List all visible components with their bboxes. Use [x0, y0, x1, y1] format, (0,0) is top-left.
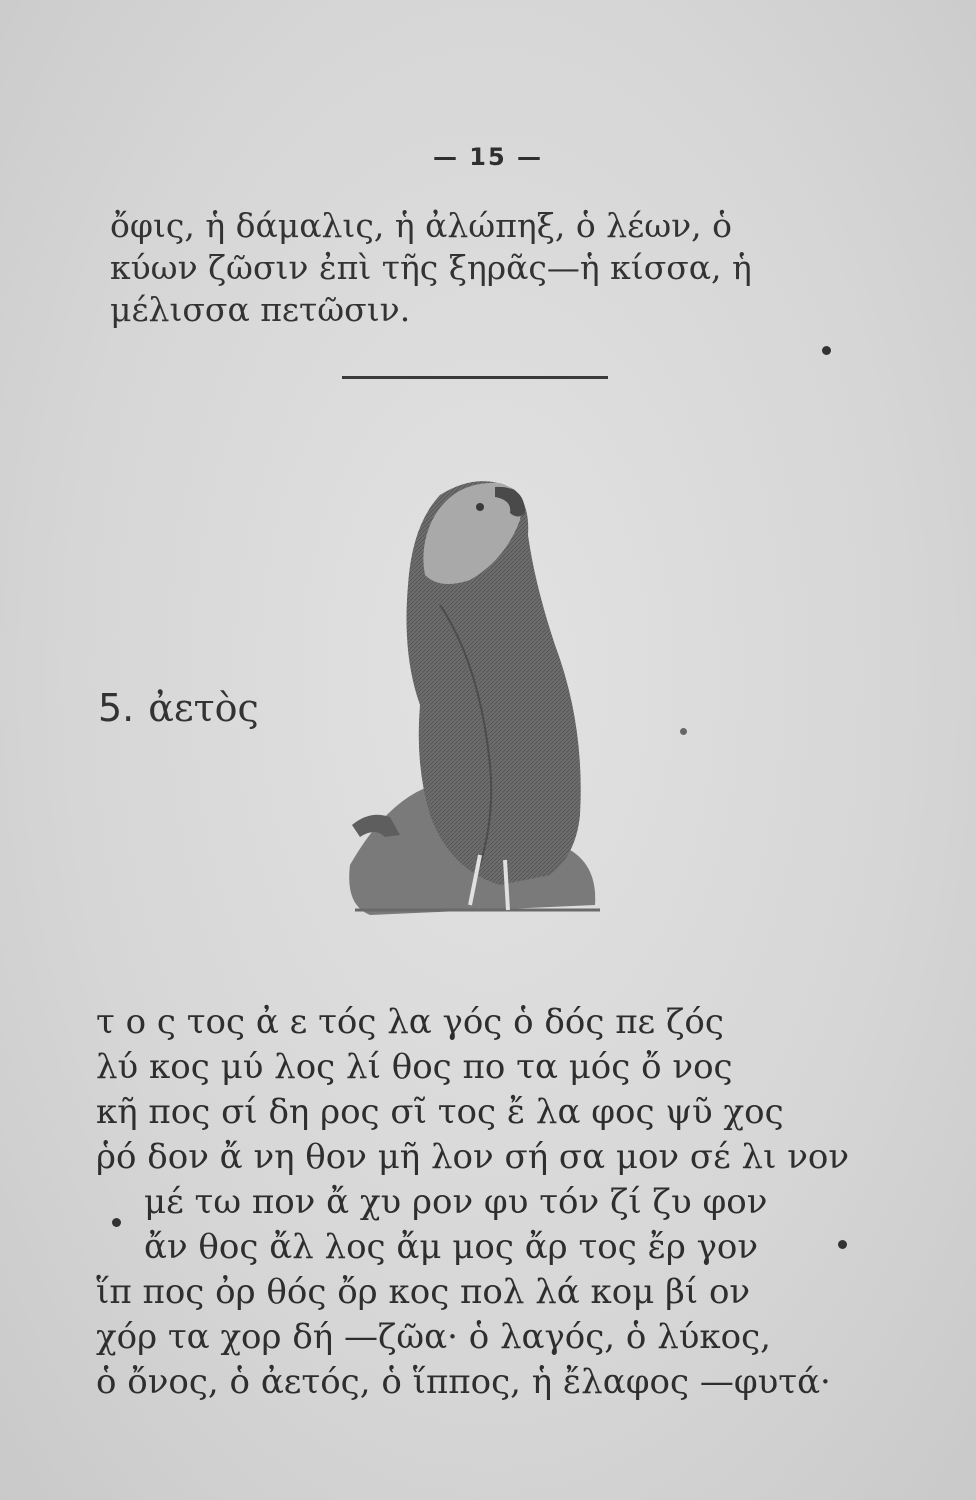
intro-line: μέλισσα πετῶσιν.: [110, 290, 411, 329]
intro-paragraph: [110, 205, 850, 331]
lesson-heading: [98, 686, 259, 730]
eagle-illustration-icon: [330, 465, 630, 955]
page-number: — 15 —: [432, 143, 544, 171]
syllable-line: χόρ τα χορ δή —ζῶα· ὁ λαγός, ὁ λύκος,: [96, 1317, 771, 1357]
syllable-line: ἄν θος ἄλ λος ἄμ μος ἄρ τος ἔρ γον: [144, 1227, 759, 1267]
lesson-word: ἀετὸς: [148, 686, 259, 730]
syllable-line: μέ τω πον ἄ χυ ρον φυ τόν ζί ζυ φον: [144, 1182, 768, 1222]
ink-dot: [838, 1240, 847, 1249]
intro-line: ὄφις, ἡ δάμαλις, ἡ ἀλώπηξ, ὁ λέων, ὁ: [110, 206, 733, 245]
syllable-line: ἵπ πος ὀρ θός ὄρ κος πολ λά κομ βί ον: [96, 1272, 751, 1312]
ink-dot: [112, 1218, 121, 1227]
syllable-line: λύ κος μύ λος λί θος πο τα μός ὄ νος: [96, 1047, 733, 1087]
intro-line: κύων ζῶσιν ἐπὶ τῆς ξηρᾶς—ἡ κίσσα, ἡ: [110, 248, 752, 287]
ink-speck: [680, 728, 687, 735]
section-divider: [342, 376, 608, 379]
syllable-line: ὁ ὄνος, ὁ ἀετός, ὁ ἵππος, ἡ ἔλαφος —φυτά·: [96, 1362, 831, 1402]
syllable-line: τ ο ς τος ἀ ε τός λα γός ὁ δός πε ζός: [96, 1002, 724, 1042]
lesson-number: 5.: [98, 686, 135, 730]
syllable-exercise: [96, 1000, 856, 1405]
ink-dot: [822, 346, 831, 355]
syllable-line: ῥό δον ἄ νη θον μῆ λον σή σα μον σέ λι νον: [96, 1137, 850, 1177]
syllable-line: κῆ πος σί δη ρος σῖ τος ἔ λα φος ψῦ χος: [96, 1092, 784, 1132]
